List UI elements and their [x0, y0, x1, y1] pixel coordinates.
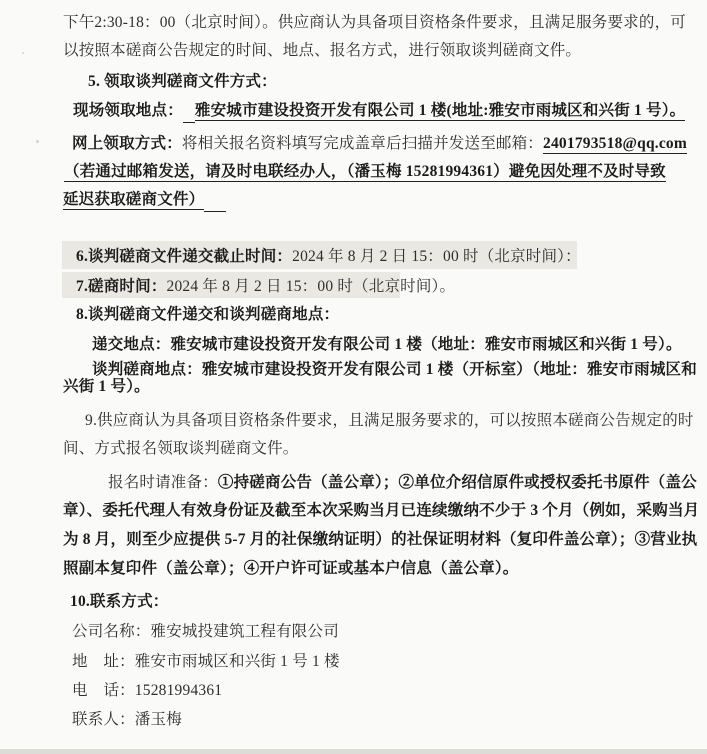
item8-submit-line: 递交地点：雅安城市建设投资开发有限公司 1 楼（地址：雅安市雨城区和兴街 1 号）。: [92, 336, 682, 353]
item5-heading: 5. 领取谈判磋商文件方式：: [88, 73, 277, 90]
item7-line: [76, 275, 455, 299]
item7-value: 2024 年 8 月 2 日 15：00 时（北京时间）。: [166, 278, 456, 295]
page-bottom-scan-edge: [0, 749, 707, 754]
item6-value: 2024 年 8 月 2 日 15：00 时（北京时间）：: [292, 248, 581, 265]
contact-company-line: 公司名称：雅安城投建筑工程有限公司: [72, 623, 339, 640]
contact-phone-line: 电 话：15281994361: [72, 682, 223, 699]
item6-line: [76, 245, 581, 269]
scan-speck: [36, 140, 39, 143]
item9-line-1: 9.供应商认为具备项目资格条件要求，且满足服务要求的，可以按照本磋商公告规定的时: [85, 412, 694, 429]
note-text-1: （若通过邮箱发送，请及时电联经办人，（潘玉梅 15281994361）避免因处理不及时导致: [64, 163, 666, 180]
signup-line-4: 照副本复印件（盖公章）；④开户许可证或基本户信息（盖公章）。: [63, 560, 519, 577]
item5-note-line-1: [64, 160, 666, 184]
onsite-value: 雅安城市建设投资开发有限公司 1 楼(地址:雅安市雨城区和兴街 1 号）。: [194, 102, 686, 119]
signup-line-2: 章）、委托代理人有效身份证及截至本次采购当月已连续缴纳不少于 3 个月（例如，采购当月: [63, 502, 700, 519]
item8-heading: 8.谈判磋商文件递交和谈判磋商地点：: [76, 306, 340, 323]
intro-line-2: 以按照本磋商公告规定的时间、地点、报名方式，进行领取谈判磋商文件。: [63, 42, 582, 59]
scan-speck: [22, 52, 24, 54]
contact-person-line: 联系人：潘玉梅: [72, 711, 182, 728]
item8-nego-line-1: 谈判磋商地点：雅安城市建设投资开发有限公司 1 楼（开标室）（地址：雅安市雨城区和: [92, 361, 697, 378]
item9-line-2: 间、方式报名领取谈判磋商文件。: [63, 440, 299, 457]
intro-line-1: 下午2:30-18：00（北京时间）。供应商认为具备项目资格条件要求，且满足服务要求的，可: [63, 14, 686, 31]
signup-prefix: 报名时请准备：: [108, 474, 218, 491]
underline-gap: [204, 197, 226, 212]
online-text: 将相关报名资料填写完成盖章后扫描并发送至邮箱：: [181, 135, 544, 152]
item10-heading: 10.联系方式：: [70, 593, 169, 610]
item8-nego-line-2: 兴街 1 号）。: [63, 378, 150, 395]
underline-gap: [183, 108, 195, 123]
online-label: 网上领取方式：: [72, 135, 182, 152]
item5-onsite-line: [73, 99, 685, 123]
signup-line-1: [108, 471, 697, 495]
note-text-2: 延迟获取磋商文件）: [63, 191, 205, 208]
signup-bold-1: ①持磋商公告（盖公章）；②单位介绍信原件或授权委托书原件（盖公: [217, 474, 697, 491]
item6-label: 6.谈判磋商文件递交截止时间：: [76, 248, 293, 265]
item7-label: 7.磋商时间：: [76, 278, 167, 295]
contact-address-line: 地 址：雅安市雨城区和兴街 1 号 1 楼: [72, 653, 340, 670]
signup-line-3: 为 8 月，则至少应提供 5-7 月的社保缴纳证明）的社保证明材料（复印件盖公章）；③营业执: [63, 531, 698, 548]
email-address: 2401793518@qq.com: [543, 135, 687, 152]
item5-online-line: [72, 132, 687, 156]
onsite-label: 现场领取地点：: [73, 102, 183, 119]
item5-note-line-2: [63, 188, 226, 212]
